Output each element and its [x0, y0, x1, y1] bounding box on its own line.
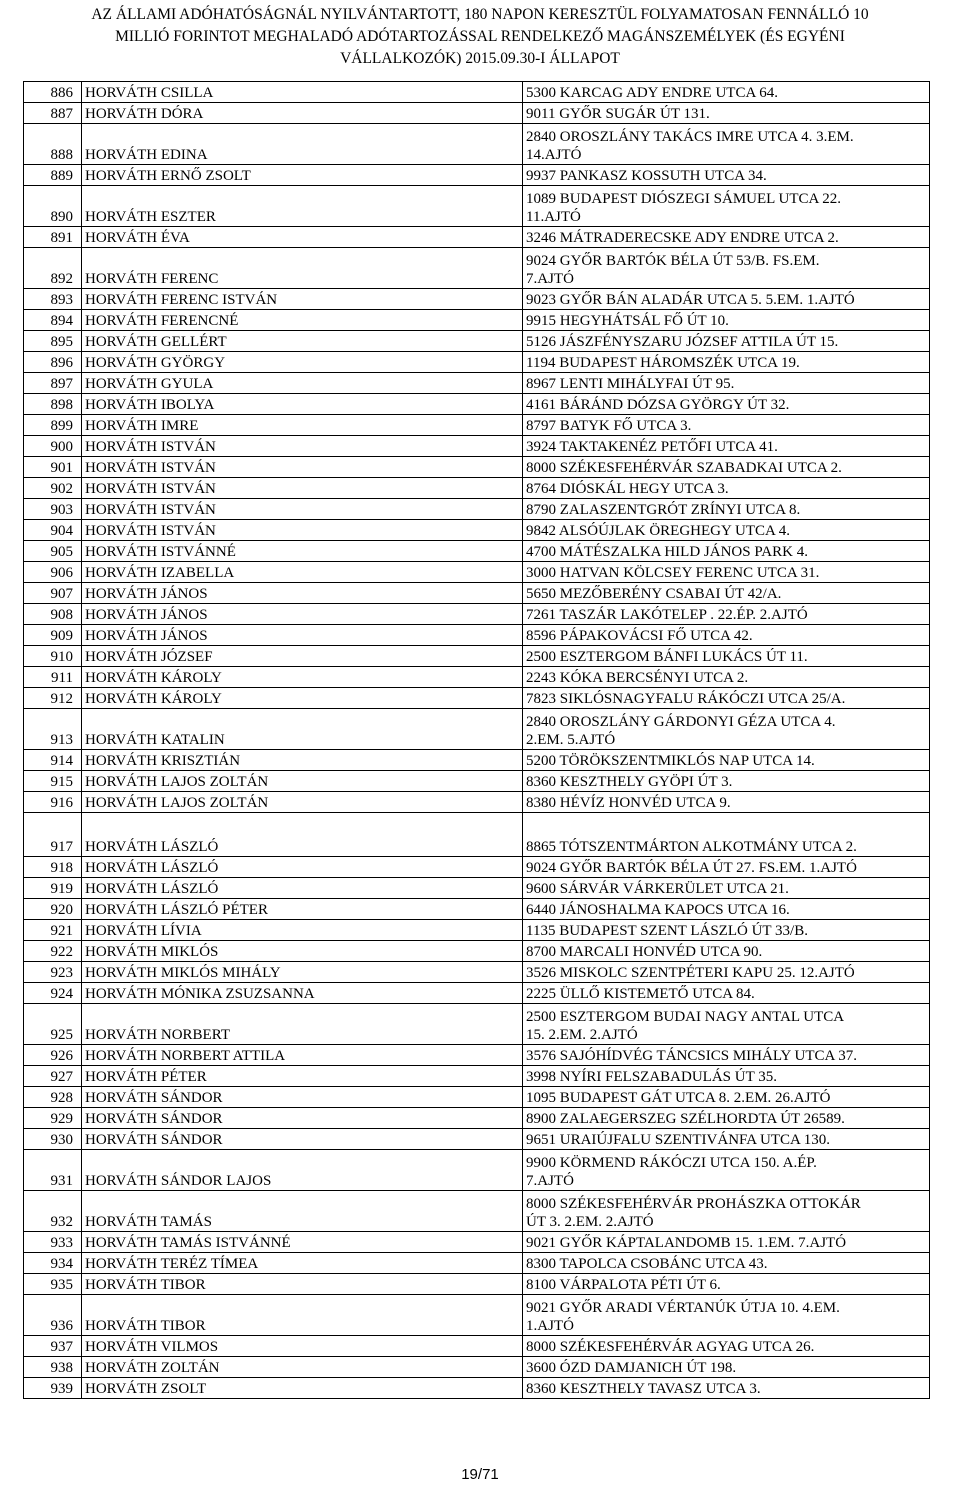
taxpayer-name: HORVÁTH KÁROLY — [82, 667, 523, 688]
address-line: 8700 MARCALI HONVÉD UTCA 90. — [526, 944, 763, 960]
address-line: 6440 JÁNOSHALMA KAPOCS UTCA 16. — [526, 902, 790, 918]
address-line: 8380 HÉVÍZ HONVÉD UTCA 9. — [526, 795, 731, 811]
address-line: 1089 BUDAPEST DIÓSZEGI SÁMUEL UTCA 22. — [526, 191, 842, 207]
table-row — [24, 646, 930, 667]
row-number: 899 — [24, 415, 82, 436]
page-number: 19/71 — [461, 1466, 499, 1483]
row-number: 916 — [24, 792, 82, 813]
table-row — [24, 394, 930, 415]
row-number: 887 — [24, 103, 82, 124]
taxpayer-name: HORVÁTH ESZTER — [82, 186, 523, 227]
address-line: 4700 MÁTÉSZALKA HILD JÁNOS PARK 4. — [526, 544, 808, 560]
taxpayer-address — [523, 1066, 930, 1087]
address-line: 3576 SAJÓHÍDVÉG TÁNCSICS MIHÁLY UTCA 37. — [526, 1048, 858, 1064]
taxpayer-name: HORVÁTH LÁSZLÓ — [82, 857, 523, 878]
table-row — [24, 165, 930, 186]
row-number: 900 — [24, 436, 82, 457]
table-row — [24, 709, 930, 750]
taxpayer-name: HORVÁTH IMRE — [82, 415, 523, 436]
row-number: 903 — [24, 499, 82, 520]
taxpayer-name: HORVÁTH LÁSZLÓ — [82, 878, 523, 899]
table-row — [24, 415, 930, 436]
table-row — [24, 1274, 930, 1295]
table-row — [24, 1087, 930, 1108]
taxpayer-name: HORVÁTH VILMOS — [82, 1336, 523, 1357]
row-number: 909 — [24, 625, 82, 646]
address-line: 7823 SIKLÓSNAGYFALU RÁKÓCZI UTCA 25/A. — [526, 691, 846, 707]
taxpayer-name: HORVÁTH TIBOR — [82, 1274, 523, 1295]
table-row — [24, 457, 930, 478]
taxpayer-address — [523, 478, 930, 499]
taxpayer-name: HORVÁTH NORBERT ATTILA — [82, 1045, 523, 1066]
table-row — [24, 124, 930, 165]
taxpayer-name: HORVÁTH GYULA — [82, 373, 523, 394]
address-line: 1135 BUDAPEST SZENT LÁSZLÓ ÚT 33/B. — [526, 923, 808, 939]
row-number: 897 — [24, 373, 82, 394]
row-number: 937 — [24, 1336, 82, 1357]
row-number: 906 — [24, 562, 82, 583]
address-line: 8360 KESZTHELY TAVASZ UTCA 3. — [526, 1381, 761, 1397]
address-line: 8797 BATYK FŐ UTCA 3. — [526, 418, 692, 434]
table-row — [24, 227, 930, 248]
taxpayer-name: HORVÁTH IBOLYA — [82, 394, 523, 415]
taxpayer-address — [523, 436, 930, 457]
taxpayer-name: HORVÁTH MIKLÓS — [82, 941, 523, 962]
address-line: 2840 OROSZLÁNY TAKÁCS IMRE UTCA 4. 3.EM. — [526, 129, 854, 145]
table-row — [24, 1066, 930, 1087]
taxpayer-address — [523, 1232, 930, 1253]
table-row — [24, 941, 930, 962]
table-row — [24, 1253, 930, 1274]
address-line: 4161 BÁRÁND DÓZSA GYÖRGY ÚT 32. — [526, 397, 790, 413]
taxpayer-address — [523, 1108, 930, 1129]
taxpayer-address — [523, 373, 930, 394]
address-line: 8967 LENTI MIHÁLYFAI ÚT 95. — [526, 376, 735, 392]
address-line: 8000 SZÉKESFEHÉRVÁR AGYAG UTCA 26. — [526, 1339, 815, 1355]
taxpayer-address — [523, 186, 930, 227]
table-row — [24, 331, 930, 352]
taxpayer-address — [523, 1378, 930, 1399]
table-row — [24, 1295, 930, 1336]
row-number: 893 — [24, 289, 82, 310]
row-number: 920 — [24, 899, 82, 920]
taxpayer-name: HORVÁTH TIBOR — [82, 1295, 523, 1336]
taxpayer-name: HORVÁTH ERNŐ ZSOLT — [82, 165, 523, 186]
address-line: 7261 TASZÁR LAKÓTELEP . 22.ÉP. 2.AJTÓ — [526, 607, 808, 623]
taxpayer-name: HORVÁTH ÉVA — [82, 227, 523, 248]
taxpayer-name: HORVÁTH ZOLTÁN — [82, 1357, 523, 1378]
row-number: 933 — [24, 1232, 82, 1253]
taxpayer-name: HORVÁTH TERÉZ TÍMEA — [82, 1253, 523, 1274]
table-row — [24, 310, 930, 331]
table-row — [24, 857, 930, 878]
taxpayer-address — [523, 792, 930, 813]
taxpayer-name: HORVÁTH IZABELLA — [82, 562, 523, 583]
table-row — [24, 1191, 930, 1232]
taxpayer-address — [523, 983, 930, 1004]
taxpayer-address — [523, 1295, 930, 1336]
address-line: 3998 NYÍRI FELSZABADULÁS ÚT 35. — [526, 1069, 777, 1085]
taxpayer-address — [523, 962, 930, 983]
taxpayer-address — [523, 310, 930, 331]
address-line: 8865 TÓTSZENTMÁRTON ALKOTMÁNY UTCA 2. — [526, 839, 857, 855]
taxpayer-name: HORVÁTH MÓNIKA ZSUZSANNA — [82, 983, 523, 1004]
row-number: 889 — [24, 165, 82, 186]
taxpayer-address — [523, 688, 930, 709]
address-line: 8300 TAPOLCA CSOBÁNC UTCA 43. — [526, 1256, 768, 1272]
table-row — [24, 1232, 930, 1253]
taxpayer-address — [523, 709, 930, 750]
row-number: 939 — [24, 1378, 82, 1399]
taxpayer-address — [523, 750, 930, 771]
row-number: 888 — [24, 124, 82, 165]
address-line: 3000 HATVAN KÖLCSEY FERENC UTCA 31. — [526, 565, 820, 581]
address-line: 2500 ESZTERGOM BÁNFI LUKÁCS ÚT 11. — [526, 649, 808, 665]
taxpayer-name: HORVÁTH SÁNDOR — [82, 1108, 523, 1129]
address-line: 9024 GYŐR BARTÓK BÉLA ÚT 27. FS.EM. 1.AJTÓ — [526, 860, 857, 876]
address-line: 1194 BUDAPEST HÁROMSZÉK UTCA 19. — [526, 355, 800, 371]
taxpayer-name: HORVÁTH SÁNDOR LAJOS — [82, 1150, 523, 1191]
taxpayer-name: HORVÁTH FERENC — [82, 248, 523, 289]
taxpayer-name: HORVÁTH MIKLÓS MIHÁLY — [82, 962, 523, 983]
table-row — [24, 1004, 930, 1045]
taxpayer-address — [523, 899, 930, 920]
row-number: 925 — [24, 1004, 82, 1045]
taxpayer-name: HORVÁTH JÁNOS — [82, 583, 523, 604]
row-number: 912 — [24, 688, 82, 709]
taxpayer-address — [523, 227, 930, 248]
row-number: 921 — [24, 920, 82, 941]
taxpayer-address — [523, 813, 930, 857]
address-line: 9021 GYŐR KÁPTALANDOMB 15. 1.EM. 7.AJTÓ — [526, 1235, 847, 1251]
address-line: 7.AJTÓ — [526, 1173, 574, 1189]
taxpayer-name: HORVÁTH JÁNOS — [82, 604, 523, 625]
row-number: 928 — [24, 1087, 82, 1108]
address-line: 9023 GYŐR BÁN ALADÁR UTCA 5. 5.EM. 1.AJTÓ — [526, 292, 855, 308]
taxpayer-name: HORVÁTH KÁROLY — [82, 688, 523, 709]
row-number: 905 — [24, 541, 82, 562]
row-number: 938 — [24, 1357, 82, 1378]
address-line: 9937 PANKASZ KOSSUTH UTCA 34. — [526, 168, 767, 184]
taxpayer-name: HORVÁTH ZSOLT — [82, 1378, 523, 1399]
address-line: 2500 ESZTERGOM BUDAI NAGY ANTAL UTCA — [526, 1009, 845, 1025]
row-number: 929 — [24, 1108, 82, 1129]
table-row — [24, 983, 930, 1004]
taxpayer-name: HORVÁTH PÉTER — [82, 1066, 523, 1087]
row-number: 894 — [24, 310, 82, 331]
table-row — [24, 289, 930, 310]
address-line: 5650 MEZŐBERÉNY CSABAI ÚT 42/A. — [526, 586, 782, 602]
table-row — [24, 1150, 930, 1191]
taxpayer-address — [523, 667, 930, 688]
taxpayer-address — [523, 394, 930, 415]
address-line: 8000 SZÉKESFEHÉRVÁR PROHÁSZKA OTTOKÁR — [526, 1196, 861, 1212]
table-row — [24, 352, 930, 373]
taxpayer-name: HORVÁTH JÓZSEF — [82, 646, 523, 667]
taxpayer-address — [523, 1087, 930, 1108]
header-line-3: VÁLLALKOZÓK) 2015.09.30-I ÁLLAPOT — [340, 50, 620, 67]
taxpayer-address — [523, 562, 930, 583]
taxpayer-name: HORVÁTH LÍVIA — [82, 920, 523, 941]
address-line: 5300 KARCAG ADY ENDRE UTCA 64. — [526, 85, 778, 101]
address-line: 2225 ÜLLŐ KISTEMETŐ UTCA 84. — [526, 986, 755, 1002]
table-row — [24, 604, 930, 625]
taxpayer-address — [523, 248, 930, 289]
taxpayer-name: HORVÁTH FERENCNÉ — [82, 310, 523, 331]
taxpayer-address — [523, 124, 930, 165]
row-number: 901 — [24, 457, 82, 478]
taxpayer-address — [523, 1150, 930, 1191]
row-number: 904 — [24, 520, 82, 541]
row-number: 917 — [24, 813, 82, 857]
header-line-1: AZ ÁLLAMI ADÓHATÓSÁGNÁL NYILVÁNTARTOTT, 180 NAPON KERESZTÜL FOLYAMATOSAN FENNÁLLÓ 10 — [91, 6, 869, 23]
taxpayer-address — [523, 771, 930, 792]
row-number: 890 — [24, 186, 82, 227]
taxpayer-address — [523, 352, 930, 373]
taxpayer-name: HORVÁTH GYÖRGY — [82, 352, 523, 373]
taxpayer-address — [523, 103, 930, 124]
taxpayer-name: HORVÁTH ISTVÁN — [82, 436, 523, 457]
address-line: 5126 JÁSZFÉNYSZARU JÓZSEF ATTILA ÚT 15. — [526, 334, 839, 350]
table-row — [24, 583, 930, 604]
row-number: 910 — [24, 646, 82, 667]
address-line: 9915 HEGYHÁTSÁL FŐ ÚT 10. — [526, 313, 729, 329]
address-line: 9024 GYŐR BARTÓK BÉLA ÚT 53/B. FS.EM. — [526, 253, 820, 269]
address-line: ÚT 3. 2.EM. 2.AJTÓ — [526, 1214, 654, 1230]
address-line: 11.AJTÓ — [526, 209, 581, 225]
address-line: 9651 URAIÚJFALU SZENTIVÁNFA UTCA 130. — [526, 1132, 831, 1148]
taxpayer-address — [523, 499, 930, 520]
row-number: 911 — [24, 667, 82, 688]
taxpayer-address — [523, 604, 930, 625]
row-number: 915 — [24, 771, 82, 792]
taxpayer-name: HORVÁTH CSILLA — [82, 82, 523, 103]
row-number: 907 — [24, 583, 82, 604]
taxpayer-address — [523, 1004, 930, 1045]
address-line: 9600 SÁRVÁR VÁRKERÜLET UTCA 21. — [526, 881, 789, 897]
table-row — [24, 771, 930, 792]
taxpayer-name: HORVÁTH LÁSZLÓ — [82, 813, 523, 857]
taxpayer-address — [523, 646, 930, 667]
taxpayer-address — [523, 1129, 930, 1150]
row-number: 927 — [24, 1066, 82, 1087]
taxpayer-name: HORVÁTH ISTVÁN — [82, 478, 523, 499]
address-line: 8900 ZALAEGERSZEG SZÉLHORDTA ÚT 26589. — [526, 1111, 845, 1127]
row-number: 886 — [24, 82, 82, 103]
taxpayer-name: HORVÁTH EDINA — [82, 124, 523, 165]
table-row — [24, 541, 930, 562]
taxpayer-name: HORVÁTH ISTVÁNNÉ — [82, 541, 523, 562]
table-row — [24, 962, 930, 983]
row-number: 908 — [24, 604, 82, 625]
row-number: 936 — [24, 1295, 82, 1336]
taxpayer-address — [523, 1357, 930, 1378]
table-row — [24, 813, 930, 857]
taxpayer-address — [523, 625, 930, 646]
row-number: 930 — [24, 1129, 82, 1150]
address-line: 8596 PÁPAKOVÁCSI FŐ UTCA 42. — [526, 628, 753, 644]
table-row — [24, 103, 930, 124]
table-row — [24, 920, 930, 941]
taxpayer-name: HORVÁTH SÁNDOR — [82, 1129, 523, 1150]
taxpayer-address — [523, 289, 930, 310]
row-number: 891 — [24, 227, 82, 248]
address-line: 8790 ZALASZENTGRÓT ZRÍNYI UTCA 8. — [526, 502, 801, 518]
taxpayer-address — [523, 941, 930, 962]
table-row — [24, 1129, 930, 1150]
address-line: 8100 VÁRPALOTA PÉTI ÚT 6. — [526, 1277, 721, 1293]
table-row — [24, 1336, 930, 1357]
taxpayer-address — [523, 541, 930, 562]
address-line: 8360 KESZTHELY GYÖPI ÚT 3. — [526, 774, 733, 790]
address-line: 5200 TÖRÖKSZENTMIKLÓS NAP UTCA 14. — [526, 753, 815, 769]
address-line: 14.AJTÓ — [526, 147, 582, 163]
address-line: 3924 TAKTAKENÉZ PETŐFI UTCA 41. — [526, 439, 778, 455]
header-line-2: MILLIÓ FORINTOT MEGHALADÓ ADÓTARTOZÁSSAL RENDELKEZŐ MAGÁNSZEMÉLYEK (ÉS EGYÉNI — [115, 28, 845, 45]
table-row — [24, 186, 930, 227]
row-number: 892 — [24, 248, 82, 289]
taxpayer-address — [523, 1274, 930, 1295]
address-line: 7.AJTÓ — [526, 271, 574, 287]
row-number: 931 — [24, 1150, 82, 1191]
row-number: 935 — [24, 1274, 82, 1295]
row-number: 934 — [24, 1253, 82, 1274]
row-number: 922 — [24, 941, 82, 962]
row-number: 926 — [24, 1045, 82, 1066]
row-number: 932 — [24, 1191, 82, 1232]
row-number: 895 — [24, 331, 82, 352]
taxpayer-name: HORVÁTH ISTVÁN — [82, 520, 523, 541]
address-line: 3246 MÁTRADERECSKE ADY ENDRE UTCA 2. — [526, 230, 839, 246]
table-row — [24, 499, 930, 520]
taxpayer-address — [523, 1253, 930, 1274]
address-line: 9900 KÖRMEND RÁKÓCZI UTCA 150. A.ÉP. — [526, 1155, 817, 1171]
taxpayer-name: HORVÁTH LAJOS ZOLTÁN — [82, 771, 523, 792]
taxpayer-name: HORVÁTH TAMÁS ISTVÁNNÉ — [82, 1232, 523, 1253]
taxpayer-name: HORVÁTH ISTVÁN — [82, 499, 523, 520]
table-row — [24, 878, 930, 899]
row-number: 896 — [24, 352, 82, 373]
table-row — [24, 1045, 930, 1066]
row-number: 923 — [24, 962, 82, 983]
table-row — [24, 792, 930, 813]
taxpayer-address — [523, 583, 930, 604]
taxpayer-name: HORVÁTH SÁNDOR — [82, 1087, 523, 1108]
taxpayer-table-body — [24, 82, 930, 1399]
address-line: 2840 OROSZLÁNY GÁRDONYI GÉZA UTCA 4. — [526, 714, 836, 730]
taxpayer-address — [523, 1191, 930, 1232]
taxpayer-address — [523, 415, 930, 436]
row-number: 914 — [24, 750, 82, 771]
address-line: 1.AJTÓ — [526, 1318, 574, 1334]
row-number: 924 — [24, 983, 82, 1004]
address-line: 1095 BUDAPEST GÁT UTCA 8. 2.EM. 26.AJTÓ — [526, 1090, 831, 1106]
taxpayer-address — [523, 920, 930, 941]
table-row — [24, 750, 930, 771]
taxpayer-address — [523, 878, 930, 899]
table-row — [24, 478, 930, 499]
address-line: 8000 SZÉKESFEHÉRVÁR SZABADKAI UTCA 2. — [526, 460, 842, 476]
taxpayer-address — [523, 857, 930, 878]
table-row — [24, 899, 930, 920]
taxpayer-name: HORVÁTH LAJOS ZOLTÁN — [82, 792, 523, 813]
taxpayer-table — [23, 81, 930, 1399]
address-line: 3600 ÓZD DAMJANICH ÚT 198. — [526, 1360, 737, 1376]
table-row — [24, 1357, 930, 1378]
address-line: 15. 2.EM. 2.AJTÓ — [526, 1027, 638, 1043]
address-line: 9021 GYŐR ARADI VÉRTANÚK ÚTJA 10. 4.EM. — [526, 1300, 840, 1316]
address-line: 9011 GYŐR SUGÁR ÚT 131. — [526, 106, 710, 122]
taxpayer-address — [523, 82, 930, 103]
taxpayer-address — [523, 1336, 930, 1357]
address-line: 3526 MISKOLC SZENTPÉTERI KAPU 25. 12.AJTÓ — [526, 965, 855, 981]
taxpayer-name: HORVÁTH JÁNOS — [82, 625, 523, 646]
taxpayer-name: HORVÁTH DÓRA — [82, 103, 523, 124]
taxpayer-address — [523, 520, 930, 541]
table-row — [24, 1378, 930, 1399]
taxpayer-name: HORVÁTH TAMÁS — [82, 1191, 523, 1232]
taxpayer-name: HORVÁTH KRISZTIÁN — [82, 750, 523, 771]
taxpayer-address — [523, 1045, 930, 1066]
table-row — [24, 373, 930, 394]
table-row — [24, 688, 930, 709]
taxpayer-name: HORVÁTH GELLÉRT — [82, 331, 523, 352]
table-row — [24, 520, 930, 541]
address-line: 2.EM. 5.AJTÓ — [526, 732, 616, 748]
taxpayer-name: HORVÁTH FERENC ISTVÁN — [82, 289, 523, 310]
taxpayer-name: HORVÁTH LÁSZLÓ PÉTER — [82, 899, 523, 920]
address-line: 2243 KÓKA BERCSÉNYI UTCA 2. — [526, 670, 749, 686]
address-line: 8764 DIÓSKÁL HEGY UTCA 3. — [526, 481, 729, 497]
table-row — [24, 562, 930, 583]
taxpayer-address — [523, 331, 930, 352]
document-header — [0, 4, 960, 70]
row-number: 918 — [24, 857, 82, 878]
table-row — [24, 667, 930, 688]
table-row — [24, 625, 930, 646]
table-row — [24, 436, 930, 457]
taxpayer-name: HORVÁTH NORBERT — [82, 1004, 523, 1045]
taxpayer-address — [523, 165, 930, 186]
row-number: 913 — [24, 709, 82, 750]
taxpayer-name: HORVÁTH KATALIN — [82, 709, 523, 750]
taxpayer-name: HORVÁTH ISTVÁN — [82, 457, 523, 478]
row-number: 898 — [24, 394, 82, 415]
table-row — [24, 82, 930, 103]
row-number: 919 — [24, 878, 82, 899]
table-row — [24, 248, 930, 289]
taxpayer-address — [523, 457, 930, 478]
table-row — [24, 1108, 930, 1129]
row-number: 902 — [24, 478, 82, 499]
address-line: 9842 ALSÓÚJLAK ÖREGHEGY UTCA 4. — [526, 523, 791, 539]
